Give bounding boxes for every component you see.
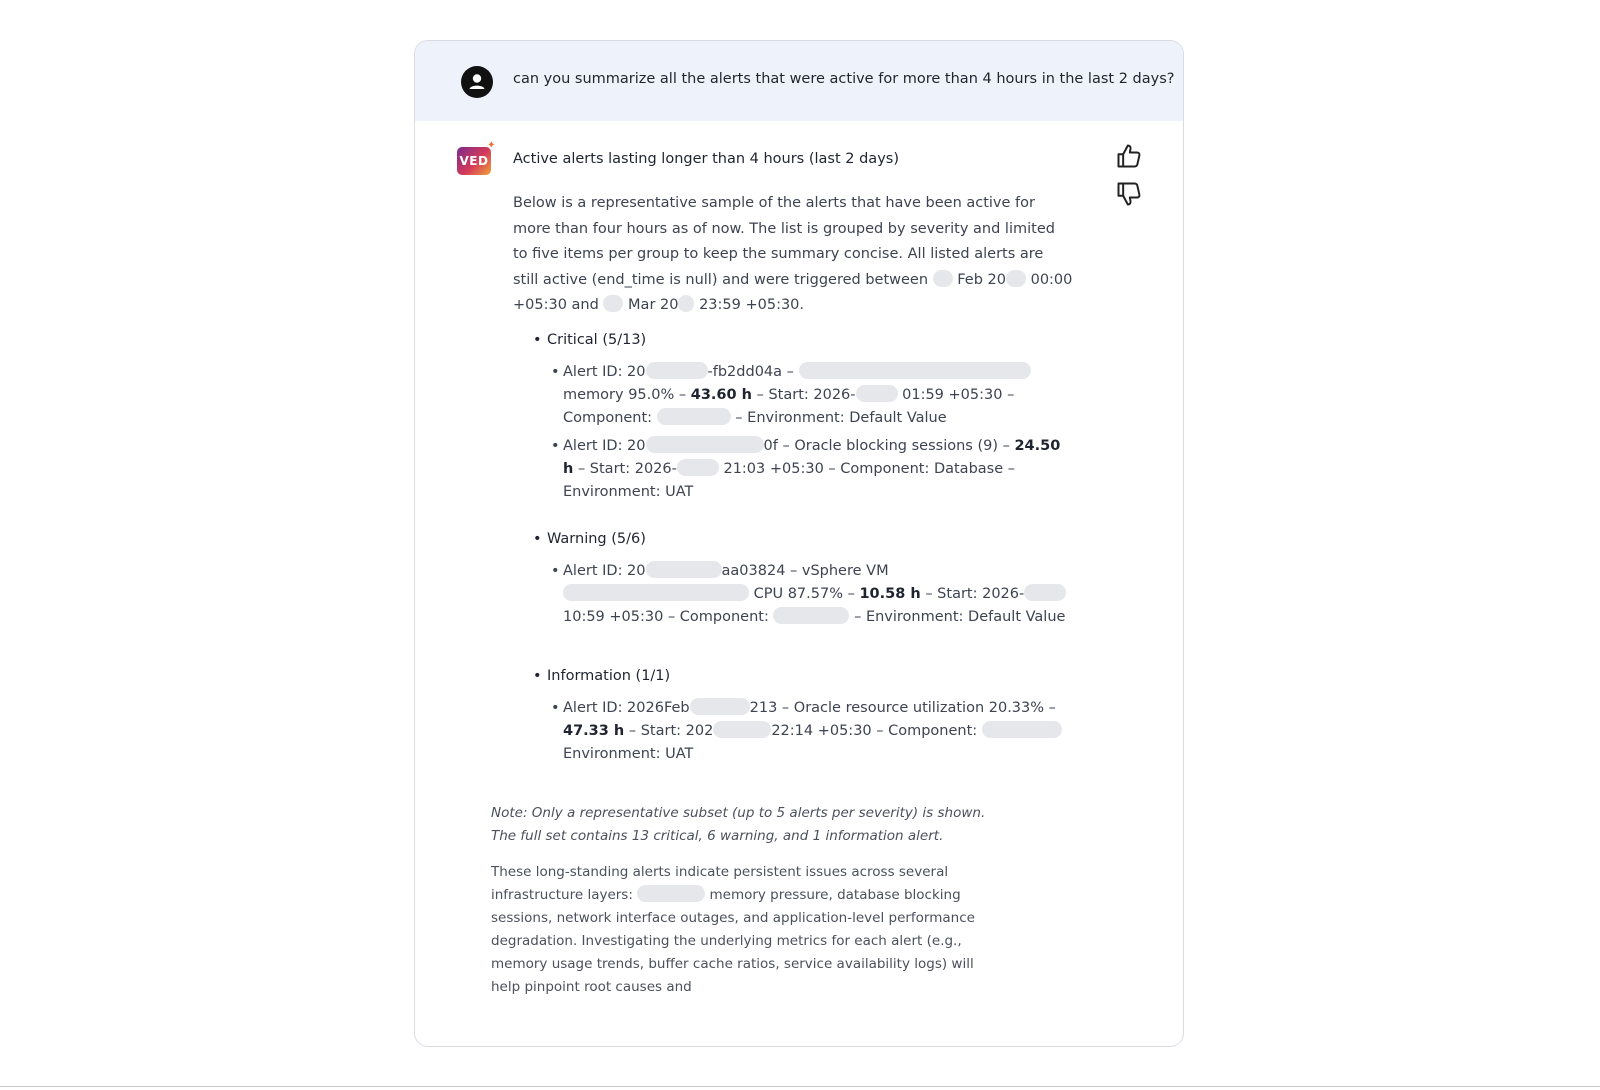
redacted-block xyxy=(677,459,719,476)
redacted-block xyxy=(657,408,731,425)
note-text: Note: Only a representative subset (up to 5 alerts per severity) is shown. The full set contains 13 critical, 6 warning, and 1 information alert. xyxy=(491,805,986,844)
user-message-text: can you summarize all the alerts that were active for more than 4 hours in the last 2 days? xyxy=(513,71,1175,87)
summary-paragraph: These long-standing alerts indicate persistent issues across several infrastructure layers: memory pressure, database blocking sessions, network interface outages, and application-level performance degradation. Investigating the underlying metrics for each alert (e.g., memory usage trends, buffer cache ratios, service availability logs) will help pinpoint root causes and xyxy=(491,864,975,995)
redacted-block xyxy=(933,270,953,287)
bottom-divider xyxy=(0,1086,1600,1087)
redacted-block xyxy=(678,295,694,312)
sparkle-icon: ✦ xyxy=(487,140,496,151)
redacted-block xyxy=(637,885,705,902)
redacted-block xyxy=(563,584,749,601)
response-intro: Below is a representative sample of the alerts that have been active for more than four hours as of now. The list is grouped by severity and limited to five items per group to keep the summary concise. All listed alerts are still active (end_time is null) and were triggered between Feb 20 00:00 +05:30 and Mar 20 23:59 +05:30. xyxy=(513,195,1073,313)
severity-critical-heading: • Critical (5/13) xyxy=(533,332,647,348)
severity-information-heading: • Information (1/1) xyxy=(533,668,671,684)
assistant-logo-text: VED xyxy=(459,154,489,168)
user-avatar-icon xyxy=(461,66,493,98)
redacted-block xyxy=(982,721,1062,738)
redacted-block xyxy=(713,721,771,738)
redacted-block xyxy=(646,561,722,578)
thumbs-up-icon[interactable] xyxy=(1115,142,1143,170)
redacted-block xyxy=(603,295,623,312)
redacted-block xyxy=(690,698,750,715)
redacted-block xyxy=(646,362,708,379)
severity-warning-heading: • Warning (5/6) xyxy=(533,531,646,547)
assistant-logo xyxy=(457,140,496,175)
list-item: • Alert ID: 20 0f – Oracle blocking sessions (9) – 24.50 h – Start: 2026- 21:03 +05:30 – Component: Database – Environment: UAT xyxy=(551,438,1061,500)
list-item: • Alert ID: 2026Feb 213 – Oracle resource utilization 20.33% – 47.33 h – Start: 202 22:14 +05:30 – Component: Environment: UAT xyxy=(563,697,1073,766)
chat-card xyxy=(414,40,1184,1047)
redacted-block xyxy=(773,607,849,624)
redacted-block xyxy=(1024,584,1066,601)
user-message-row xyxy=(415,41,1183,121)
redacted-block xyxy=(856,385,898,402)
thumbs-down-icon[interactable] xyxy=(1115,180,1143,208)
redacted-block xyxy=(646,436,764,453)
list-item: • Alert ID: 20 aa03824 – vSphere VM CPU 87.57% – 10.58 h – Start: 2026- 10:59 +05:30 – Component: – Environment: Default Value xyxy=(551,563,1066,625)
redacted-block xyxy=(799,362,1031,379)
redacted-block xyxy=(1006,270,1026,287)
list-item: • Alert ID: 20 -fb2dd04a – memory 95.0% – 43.60 h – Start: 2026- 01:59 +05:30 – Component: – Environment: Default Value xyxy=(563,361,1073,430)
response-title: Active alerts lasting longer than 4 hours (last 2 days) xyxy=(513,151,899,167)
